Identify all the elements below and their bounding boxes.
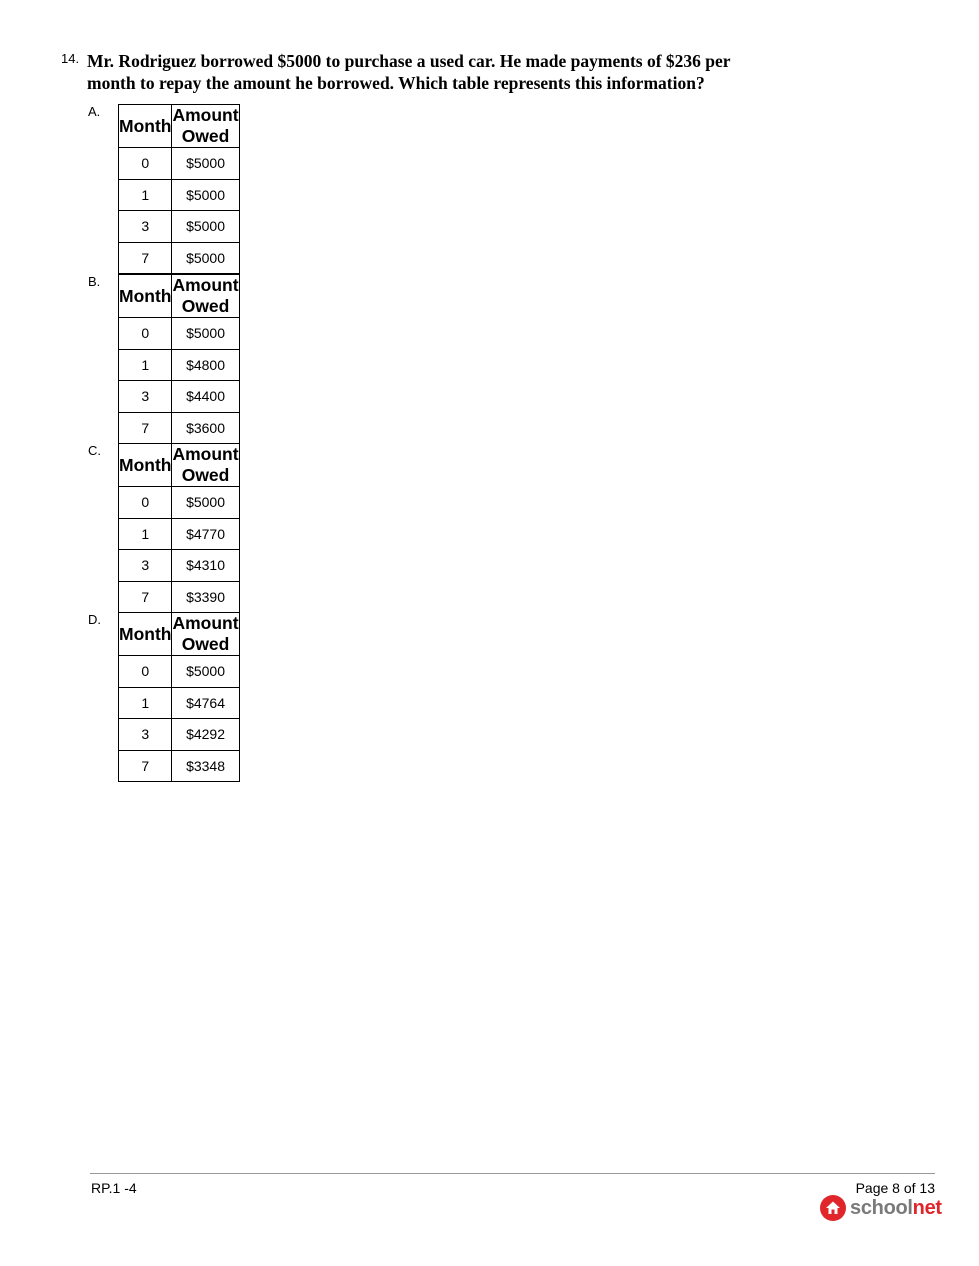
header-month: Month — [119, 444, 172, 487]
footer-divider — [90, 1173, 935, 1174]
cell-amount: $4764 — [172, 687, 239, 719]
table-row — [119, 656, 240, 688]
choice-letter: C. — [88, 443, 101, 458]
cell-amount: $3390 — [172, 581, 239, 613]
cell-amount: $5000 — [172, 211, 239, 243]
cell-month: 1 — [119, 349, 172, 381]
cell-amount: $4310 — [172, 550, 239, 582]
cell-amount: $5000 — [172, 318, 239, 350]
cell-month: 1 — [119, 518, 172, 550]
cell-month: 0 — [119, 656, 172, 688]
choice-letter: A. — [88, 104, 101, 119]
cell-amount: $3600 — [172, 412, 239, 444]
cell-month: 3 — [119, 211, 172, 243]
header-amount-owed: Amount Owed — [172, 105, 239, 146]
choice-table — [118, 612, 240, 782]
cell-month: 7 — [119, 750, 172, 782]
table-row — [119, 518, 240, 550]
cell-month: 7 — [119, 242, 172, 274]
cell-amount: $4800 — [172, 349, 239, 381]
table-row — [119, 687, 240, 719]
table-row — [119, 550, 240, 582]
cell-month: 7 — [119, 581, 172, 613]
cell-month: 3 — [119, 381, 172, 413]
cell-amount: $4292 — [172, 719, 239, 751]
cell-month: 3 — [119, 719, 172, 751]
logo-school-text: school — [850, 1196, 913, 1219]
cell-month: 0 — [119, 318, 172, 350]
header-month: Month — [119, 105, 172, 148]
table-row — [119, 581, 240, 613]
cell-month: 0 — [119, 148, 172, 180]
schoolnet-logo — [820, 1194, 942, 1222]
question-text: Mr. Rodriguez borrowed $5000 to purchase a used car. He made payments of $236 per month to repay the amount he borrowed. Which table represents this information? — [87, 51, 731, 93]
table-row — [119, 412, 240, 444]
header-amount-owed: Amount Owed — [172, 613, 239, 654]
logo-net-text: net — [912, 1196, 942, 1219]
footer-standard: RP.1 -4 — [91, 1180, 137, 1196]
table-header-row — [119, 105, 240, 148]
table-row — [119, 148, 240, 180]
choice-letter: B. — [88, 274, 101, 289]
header-month: Month — [119, 275, 172, 318]
table-row — [119, 487, 240, 519]
header-month: Month — [119, 613, 172, 656]
cell-month: 1 — [119, 179, 172, 211]
logo-wordmark — [850, 1197, 942, 1220]
table-row — [119, 719, 240, 751]
cell-amount: $3348 — [172, 750, 239, 782]
table-row — [119, 381, 240, 413]
table-row — [119, 318, 240, 350]
cell-amount: $5000 — [172, 179, 239, 211]
cell-month: 0 — [119, 487, 172, 519]
question-number: 14. — [61, 51, 80, 66]
table-row — [119, 211, 240, 243]
cell-amount: $5000 — [172, 487, 239, 519]
cell-month: 3 — [119, 550, 172, 582]
choice-table — [118, 443, 240, 613]
table-row — [119, 349, 240, 381]
cell-amount: $5000 — [172, 242, 239, 274]
footer-page-number: Page 8 of 13 — [855, 1180, 935, 1196]
choice-letter: D. — [88, 612, 101, 627]
table-header-row — [119, 444, 240, 487]
table-row — [119, 242, 240, 274]
table-header-row — [119, 275, 240, 318]
cell-amount: $4400 — [172, 381, 239, 413]
cell-month: 1 — [119, 687, 172, 719]
table-row — [119, 750, 240, 782]
table-row — [119, 179, 240, 211]
cell-amount: $5000 — [172, 148, 239, 180]
table-header-row — [119, 613, 240, 656]
header-amount-owed: Amount Owed — [172, 275, 239, 316]
header-amount-owed: Amount Owed — [172, 444, 239, 485]
choice-table — [118, 104, 240, 274]
cell-month: 7 — [119, 412, 172, 444]
house-icon — [820, 1195, 846, 1221]
cell-amount: $4770 — [172, 518, 239, 550]
cell-amount: $5000 — [172, 656, 239, 688]
choice-table — [118, 274, 240, 444]
